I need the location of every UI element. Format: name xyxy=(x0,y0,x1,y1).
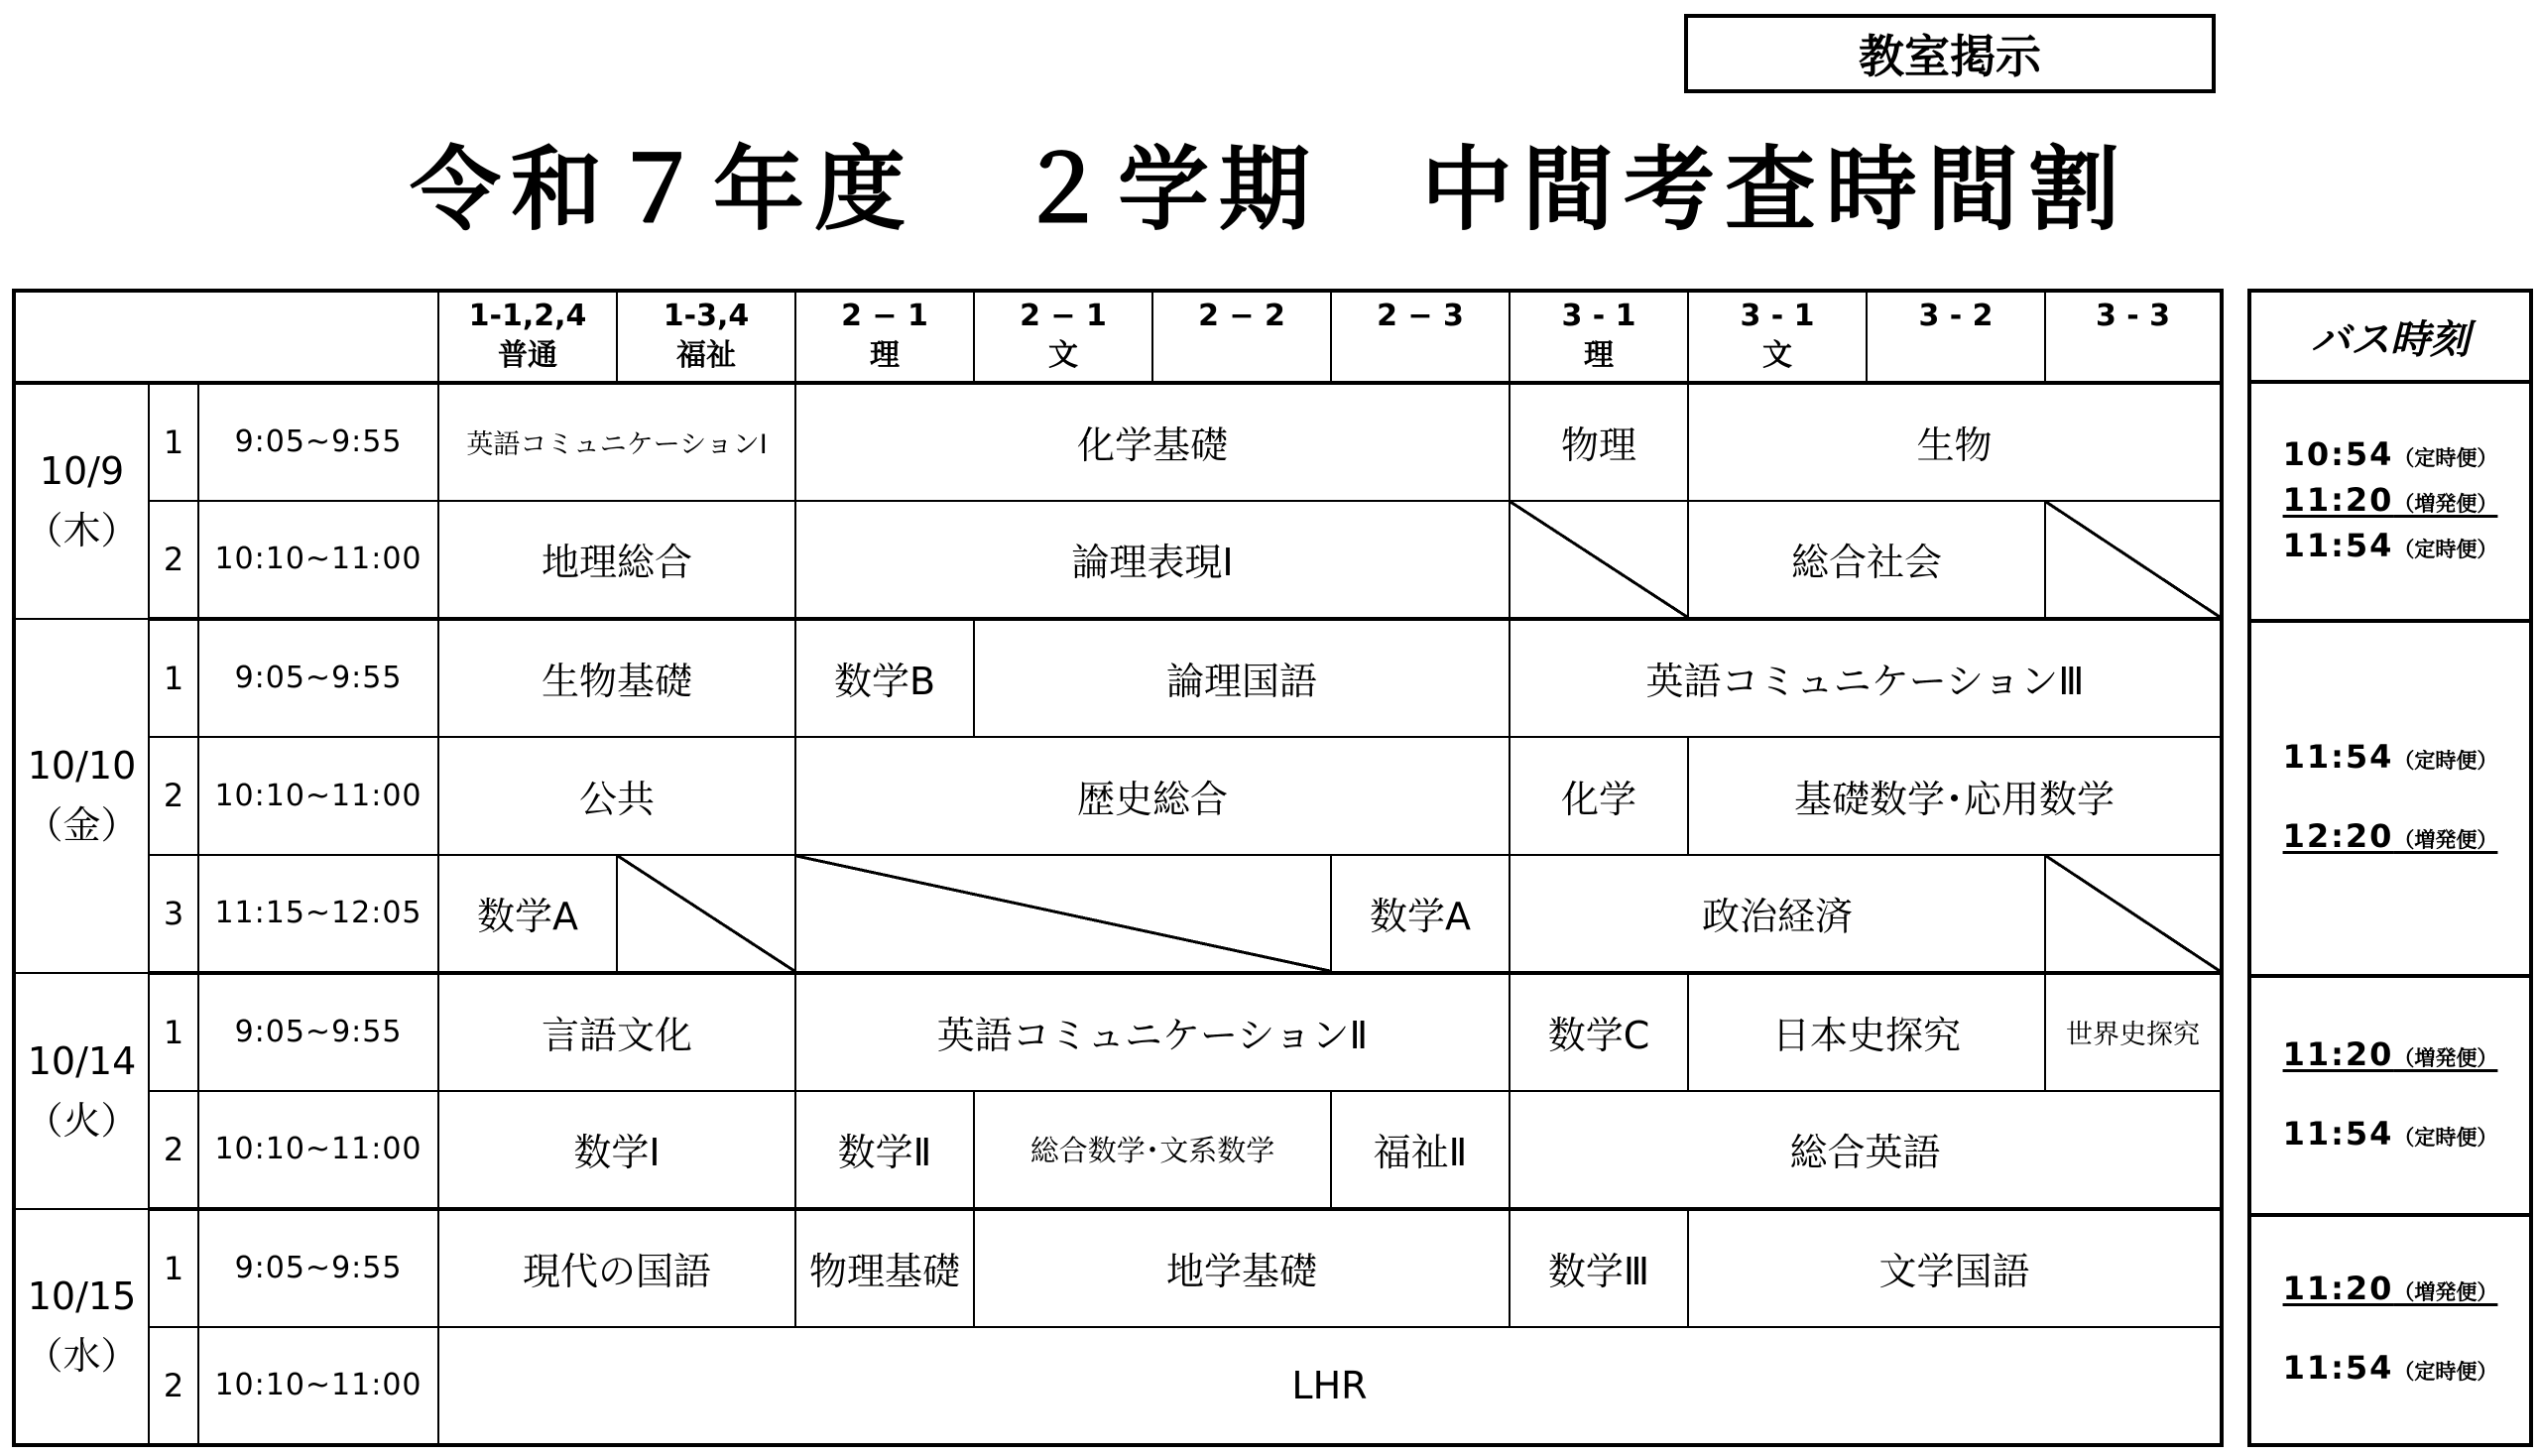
table-row xyxy=(14,1209,2222,1327)
table-row xyxy=(14,501,2222,619)
bus-time: 11:20（増発便） xyxy=(2282,1270,2498,1307)
class-header-2-1-ri: 2 − 1 理 xyxy=(795,291,974,383)
subject-cell: 論理表現Ⅰ xyxy=(795,501,1510,619)
header-row xyxy=(14,291,2222,383)
period-number: 1 xyxy=(149,619,198,737)
subject-cell: 英語コミュニケーションⅠ xyxy=(438,383,795,501)
time-range: 10:10~11:00 xyxy=(198,1091,438,1209)
bus-time: 11:20（増発便） xyxy=(2282,480,2498,519)
subject-cell: 数学Ⅲ xyxy=(1510,1209,1688,1327)
day-cell: 10/9 （木） xyxy=(14,383,149,619)
class-header-1-1-2-4: 1-1,2,4 普通 xyxy=(438,291,617,383)
subject-cell: 数学A xyxy=(438,855,617,973)
class-header-3-2: 3 - 2 xyxy=(1867,291,2045,383)
subject-cell: 数学A xyxy=(1331,855,1510,973)
subject-cell: 総合英語 xyxy=(1510,1091,2222,1209)
no-exam-slash xyxy=(2045,501,2222,619)
subject-cell: 世界史探究 xyxy=(2045,973,2222,1091)
class-header-1-3-4: 1-3,4 福祉 xyxy=(617,291,795,383)
table-row xyxy=(14,973,2222,1091)
subject-cell: 物理 xyxy=(1510,383,1688,501)
bus-schedule-panel xyxy=(2247,289,2533,1447)
class-header-2-1-bun: 2 − 1 文 xyxy=(974,291,1152,383)
bus-time: 11:54（定時便） xyxy=(2282,1349,2498,1387)
exam-timetable xyxy=(12,289,2224,1447)
period-number: 1 xyxy=(149,383,198,501)
table-row xyxy=(14,619,2222,737)
time-range: 10:10~11:00 xyxy=(198,1327,438,1445)
time-range: 9:05~9:55 xyxy=(198,973,438,1091)
subject-cell: 数学C xyxy=(1510,973,1688,1091)
subject-cell: 化学基礎 xyxy=(795,383,1510,501)
subject-cell: 福祉Ⅱ xyxy=(1331,1091,1510,1209)
subject-cell: 数学Ⅱ xyxy=(795,1091,974,1209)
period-number: 2 xyxy=(149,501,198,619)
table-row xyxy=(14,855,2222,973)
time-range: 9:05~9:55 xyxy=(198,1209,438,1327)
subject-cell: 公共 xyxy=(438,737,795,855)
day-cell: 10/14 （火） xyxy=(14,973,149,1209)
table-row xyxy=(14,737,2222,855)
period-number: 2 xyxy=(149,1327,198,1445)
time-range: 9:05~9:55 xyxy=(198,619,438,737)
subject-cell: 文学国語 xyxy=(1688,1209,2222,1327)
day-cell: 10/15 （水） xyxy=(14,1209,149,1445)
no-exam-slash xyxy=(2045,855,2222,973)
class-header-2-3: 2 − 3 xyxy=(1331,291,1510,383)
period-number: 3 xyxy=(149,855,198,973)
subject-cell: 論理国語 xyxy=(974,619,1510,737)
time-range: 10:10~11:00 xyxy=(198,501,438,619)
period-number: 2 xyxy=(149,1091,198,1209)
subject-cell: 英語コミュニケーションⅢ xyxy=(1510,619,2222,737)
period-number: 1 xyxy=(149,1209,198,1327)
subject-cell: 総合数学･文系数学 xyxy=(974,1091,1331,1209)
period-number: 1 xyxy=(149,973,198,1091)
table-row xyxy=(14,383,2222,501)
subject-cell: LHR xyxy=(438,1327,2222,1445)
header-corner xyxy=(14,291,438,383)
bus-time: 10:54（定時便） xyxy=(2282,434,2498,473)
bus-times-day2 xyxy=(2251,623,2529,978)
subject-cell: 地理総合 xyxy=(438,501,795,619)
time-range: 10:10~11:00 xyxy=(198,737,438,855)
subject-cell: 総合社会 xyxy=(1688,501,2045,619)
subject-cell: 数学Ⅰ xyxy=(438,1091,795,1209)
no-exam-slash xyxy=(795,855,1331,973)
subject-cell: 日本史探究 xyxy=(1688,973,2045,1091)
subject-cell: 化学 xyxy=(1510,737,1688,855)
day-cell: 10/10 （金） xyxy=(14,619,149,973)
class-header-3-1-ri: 3 - 1 理 xyxy=(1510,291,1688,383)
classroom-notice-label: 教室掲示 xyxy=(1684,14,2216,93)
bus-times-day4 xyxy=(2251,1217,2529,1443)
bus-time: 12:20（増発便） xyxy=(2282,817,2498,855)
class-header-3-3: 3 - 3 xyxy=(2045,291,2222,383)
subject-cell: 生物基礎 xyxy=(438,619,795,737)
class-header-2-2: 2 − 2 xyxy=(1152,291,1331,383)
bus-schedule-title: バス時刻 xyxy=(2251,293,2529,384)
page-title: 令和７年度 ２学期 中間考査時間割 xyxy=(409,137,2129,243)
bus-times-day1 xyxy=(2251,384,2529,623)
subject-cell: 地学基礎 xyxy=(974,1209,1510,1327)
subject-cell: 数学B xyxy=(795,619,974,737)
subject-cell: 英語コミュニケーションⅡ xyxy=(795,973,1510,1091)
period-number: 2 xyxy=(149,737,198,855)
subject-cell: 基礎数学･応用数学 xyxy=(1688,737,2222,855)
time-range: 11:15~12:05 xyxy=(198,855,438,973)
bus-time: 11:54（定時便） xyxy=(2282,738,2498,776)
table-row xyxy=(14,1091,2222,1209)
no-exam-slash xyxy=(1510,501,1688,619)
subject-cell: 言語文化 xyxy=(438,973,795,1091)
bus-time: 11:20（増発便） xyxy=(2282,1034,2498,1073)
subject-cell: 生物 xyxy=(1688,383,2222,501)
table-row xyxy=(14,1327,2222,1445)
subject-cell: 政治経済 xyxy=(1510,855,2045,973)
subject-cell: 現代の国語 xyxy=(438,1209,795,1327)
subject-cell: 歴史総合 xyxy=(795,737,1510,855)
no-exam-slash xyxy=(617,855,795,973)
bus-time: 11:54（定時便） xyxy=(2282,1114,2498,1153)
time-range: 9:05~9:55 xyxy=(198,383,438,501)
subject-cell: 物理基礎 xyxy=(795,1209,974,1327)
bus-time: 11:54（定時便） xyxy=(2282,526,2498,564)
bus-times-day3 xyxy=(2251,978,2529,1217)
class-header-3-1-bun: 3 - 1 文 xyxy=(1688,291,1867,383)
